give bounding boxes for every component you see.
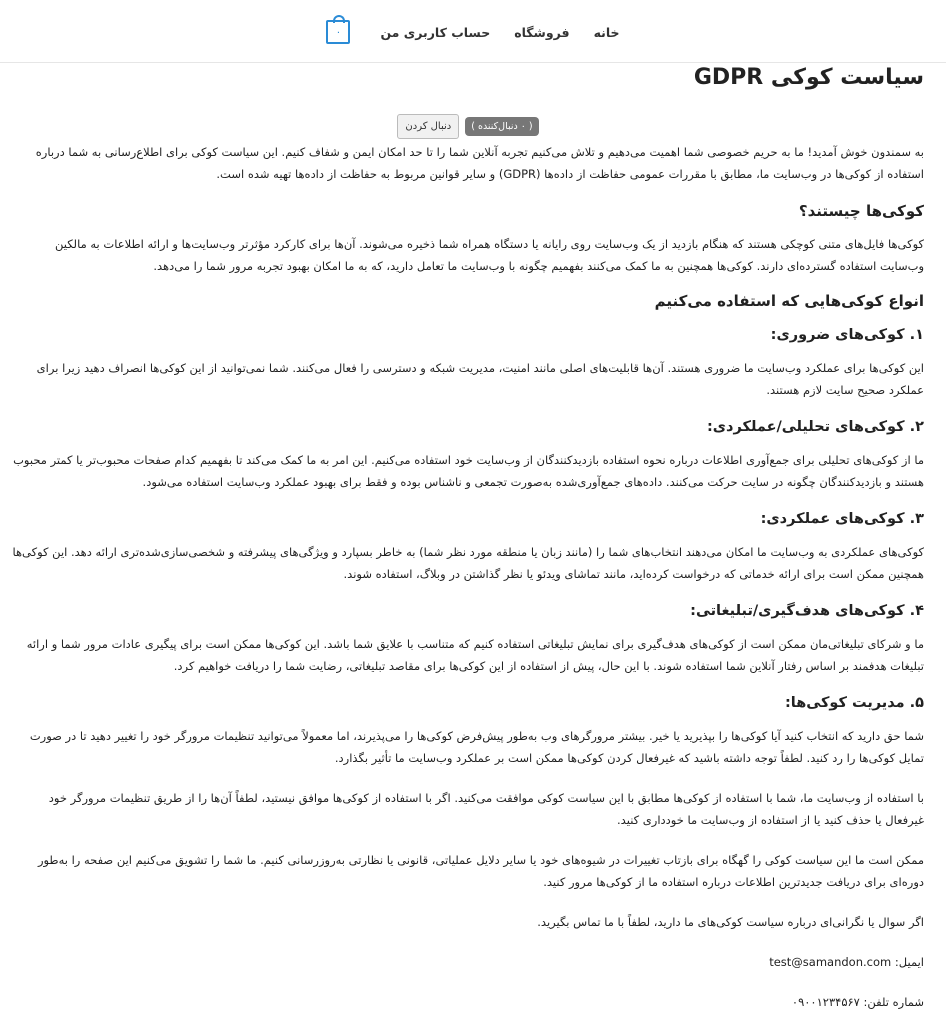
functional-cookies-text: کوکی‌های عملکردی به وب‌سایت ما امکان می‌دهند انتخاب‌های شما را (مانند زبان یا منطقه مورد نظر شما) به خاطر بسپارد و ویژگی‌های پیشرفته و شخصی‌سازی‌شده‌تری ارائه دهد. این کوکی‌ها همچنین ممکن است برای ارائه خدماتی که درخواست کرده‌اید، مانند تماشای ویدئو یا نظر گذاشتن در وبلاگ، استفاده شوند.	[12, 545, 924, 581]
contact-paragraph: اگر سوال یا نگرانی‌ای درباره سیاست کوکی‌های ما دارید، لطفاً با ما تماس بگیرید.	[537, 915, 924, 929]
follow-button[interactable]: دنبال کردن	[397, 114, 459, 139]
nav-account-link[interactable]: حساب کاربری من	[380, 24, 491, 40]
phone-label: شماره تلفن:	[863, 995, 924, 1009]
manage-cookies-text: شما حق دارید که انتخاب کنید آیا کوکی‌ها را بپذیرید یا خیر. بیشتر مرورگرهای وب به‌طور پیش‌فرض کوکی‌ها را می‌پذیرند، اما معمولاً می‌توانید تنظیمات مرورگر خود را تغییر دهید تا در صورت تمایل کوکی‌ها را رد کنید. لطفاً توجه داشته باشید که غیرفعال کردن کوکی‌ها ممکن است بر عملکرد وب‌سایت ما تأثیر بگذارد.	[29, 729, 924, 765]
top-navigation	[0, 0, 946, 63]
essential-cookies-heading: ۱. کوکی‌های ضروری:	[770, 327, 924, 343]
nav-menu	[0, 20, 946, 44]
what-are-cookies-text: کوکی‌ها فایل‌های متنی کوچکی هستند که هنگام بازدید از یک وب‌سایت روی رایانه یا دستگاه همراه شما ذخیره می‌شوند. آن‌ها برای کارکرد مؤثرتر وب‌سایت‌ها و ارائه اطلاعات به مالکین وب‌سایت استفاده گسترده‌ای دارند. کوکی‌ها همچنین به ما کمک می‌کنند بفهمیم چگونه با وب‌سایت ما تعامل دارید، که به ما امکان بهبود تجربه مرور شما را می‌دهد.	[54, 237, 924, 273]
consent-paragraph: با استفاده از وب‌سایت ما، شما با استفاده از کوکی‌ها مطابق با این سیاست کوکی موافقت می‌کنید. اگر با استفاده از کوکی‌ها موافق نیستید، لطفاً آن‌ها را از طریق تنظیمات مرورگر خود غیرفعال یا حذف کنید یا از استفاده از وب‌سایت ما خودداری کنید.	[48, 791, 924, 827]
cart-count: ۰	[335, 26, 342, 38]
intro-paragraph: به سمندون خوش آمدید! ما به حریم خصوصی شما اهمیت می‌دهیم و تلاش می‌کنیم تجربه آنلاین شما را تا حد امکان ایمن و شفاف کنیم. این سیاست کوکی برای اطلاع‌رسانی به شما درباره استفاده از کوکی‌ها در وب‌سایت ما، مطابق با مقررات عمومی حفاظت از داده‌ها (GDPR) و سایر قوانین مربوط به حفاظت از داده‌ها تهیه شده است.	[35, 145, 924, 181]
phone-value[interactable]: ۰۹۰۰۱۲۳۴۵۶۷	[791, 995, 860, 1009]
essential-cookies-text: این کوکی‌ها برای عملکرد وب‌سایت ما ضروری هستند. آن‌ها قابلیت‌های اصلی مانند امنیت، مدیریت شبکه و دسترسی را فعال می‌کنند. شما نمی‌توانید از این کوکی‌ها انصراف دهید زیرا برای عملکرد صحیح سایت لازم هستند.	[36, 361, 924, 397]
analytics-cookies-text: ما از کوکی‌های تحلیلی برای جمع‌آوری اطلاعات درباره نحوه استفاده بازدیدکنندگان از وب‌سایت خود استفاده می‌کنیم. این امر به ما کمک می‌کند تا بفهمیم کدام صفحات محبوب‌تر یا کمتر محبوب هستند و بازدیدکنندگان چگونه در سایت حرکت می‌کنند. داده‌های جمع‌آوری‌شده به‌صورت تجمعی و ناشناس بوده و فقط برای بهبود عملکرد وب‌سایت استفاده می‌شود.	[13, 453, 924, 489]
nav-home-link[interactable]: خانه	[593, 24, 620, 40]
main-content	[12, 62, 924, 1013]
email-value[interactable]: test@samandon.com	[769, 955, 892, 969]
targeting-cookies-heading: ۴. کوکی‌های هدف‌گیری/تبلیغاتی:	[690, 603, 924, 619]
shopping-bag-icon[interactable]	[326, 20, 350, 44]
phone-line	[12, 991, 924, 1013]
analytics-cookies-heading: ۲. کوکی‌های تحلیلی/عملکردی:	[706, 419, 924, 435]
what-are-cookies-heading: کوکی‌ها چیستند؟	[798, 202, 924, 220]
targeting-cookies-text: ما و شرکای تبلیغاتی‌مان ممکن است از کوکی‌های هدف‌گیری برای نمایش تبلیغاتی استفاده کنیم که متناسب با علایق شما باشد. این کوکی‌ها ممکن است برای پیگیری عادات مرور شما و ارائه تبلیغات هدفمند بر اساس رفتار آنلاین شما استفاده شوند. با این حال، پیش از استفاده از این کوکی‌ها برای مقاصد تبلیغاتی، رضایت شما را دریافت خواهیم کرد.	[26, 637, 924, 673]
followers-count-badge: ( ۰ دنبال‌کننده )	[465, 117, 538, 136]
policy-update-paragraph: ممکن است ما این سیاست کوکی را گهگاه برای بازتاب تغییرات در شیوه‌های خود یا سایر دلایل عملیاتی، قانونی یا نظارتی به‌روزرسانی کنیم. ما شما را تشویق می‌کنیم این صفحه را به‌طور دوره‌ای برای دریافت جدیدترین اطلاعات درباره استفاده ما از کوکی‌ها مرور کنید.	[37, 853, 924, 889]
page-title: سیاست کوکی GDPR	[693, 65, 924, 90]
functional-cookies-heading: ۳. کوکی‌های عملکردی:	[760, 511, 924, 527]
email-line	[12, 951, 924, 973]
cookie-types-heading: انواع کوکی‌هایی که استفاده می‌کنیم	[654, 292, 924, 310]
nav-shop-link[interactable]: فروشگاه	[514, 24, 570, 40]
email-label: ایمیل:	[894, 955, 924, 969]
manage-cookies-heading: ۵. مدیریت کوکی‌ها:	[785, 695, 924, 711]
follow-area	[12, 114, 924, 139]
